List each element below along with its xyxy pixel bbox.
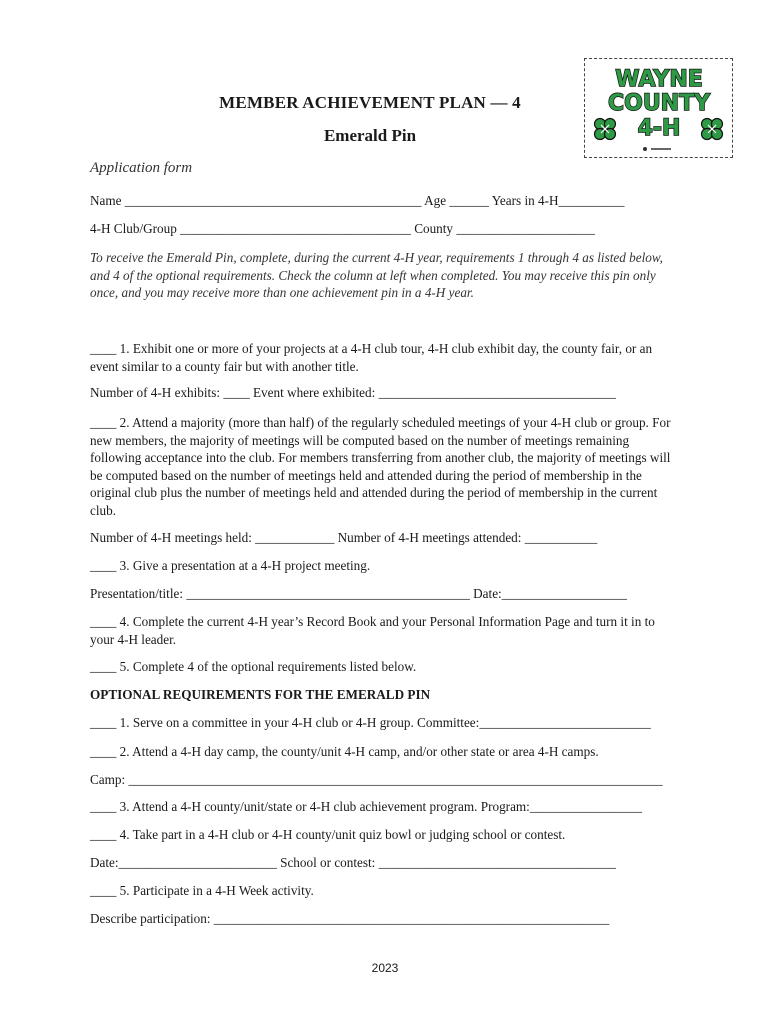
requirement-2[interactable]: ____ 2. Attend a majority (more than half) of the regularly scheduled meetings of your 4-H club or group. For new members, the majority of meetings will be computed based on the number of meetings remaining following acceptance into the club. For members transferring from another club, the majority of meetings will be computed based on the number of meetings held and attended during the period of membership in the original club plus the number of meetings held and attended during the period of membership in the current club.	[90, 415, 671, 518]
small-clover-mark-icon	[643, 147, 671, 151]
optional-requirement-2-camp-field-line[interactable]: Camp: _________________________________________________________________________________	[90, 772, 663, 787]
requirement-4[interactable]: ____ 4. Complete the current 4-H year’s Record Book and your Personal Information Page and turn it in to your 4-H leader.	[90, 614, 655, 647]
instructions-paragraph: To receive the Emerald Pin, complete, during the current 4-H year, requirements 1 through 4 as listed below, and 4 of the optional requirements. Check the column at left when completed. You may receive this pin only once, and you may receive more than one achievement pin in a 4-H year.	[90, 250, 663, 300]
optional-requirement-2[interactable]: ____ 2. Attend a 4-H day camp, the county/unit 4-H camp, and/or other state or area 4-H camps.	[90, 744, 599, 759]
page-title: MEMBER ACHIEVEMENT PLAN — 4	[219, 93, 521, 112]
application-form-label: Application form	[90, 160, 193, 176]
page-subtitle: Emerald Pin	[323, 126, 417, 145]
optional-requirement-4[interactable]: ____ 4. Take part in a 4-H club or 4-H county/unit quiz bowl or judging school or contest.	[90, 827, 566, 842]
optional-requirement-4-date-contest-field-line[interactable]: Date:________________________ School or contest: ____________________________________	[90, 855, 617, 870]
logo-text-wayne: WAYNE	[615, 67, 703, 92]
optional-requirement-5[interactable]: ____ 5. Participate in a 4-H Week activity.	[90, 883, 314, 898]
optional-requirements-heading: OPTIONAL REQUIREMENTS FOR THE EMERALD PIN	[90, 687, 431, 702]
requirement-3-presentation-field-line[interactable]: Presentation/title: ___________________________________________ Date:___________________	[90, 586, 627, 601]
club-county-field-line[interactable]: 4-H Club/Group ___________________________________ County _____________________	[90, 221, 595, 236]
logo-text-4h: 4-H	[637, 116, 681, 141]
clover-icon-right	[702, 119, 723, 140]
requirement-3[interactable]: ____ 3. Give a presentation at a 4-H project meeting.	[90, 558, 371, 573]
requirement-1-exhibits-field-line[interactable]: Number of 4-H exhibits: ____ Event where exhibited: ____________________________________	[90, 385, 616, 400]
requirement-2-meetings-field-line[interactable]: Number of 4-H meetings held: ____________ Number of 4-H meetings attended: ___________	[90, 530, 598, 545]
logo-text-county: COUNTY	[607, 91, 711, 116]
footer-year: 2023	[371, 961, 399, 975]
optional-requirement-3[interactable]: ____ 3. Attend a 4-H county/unit/state or 4-H club achievement program. Program:_________________	[90, 799, 642, 814]
name-age-years-field-line[interactable]: Name _____________________________________________ Age ______ Years in 4-H__________	[90, 193, 625, 208]
optional-requirement-5-describe-field-line[interactable]: Describe participation: ____________________________________________________________	[90, 911, 610, 926]
requirement-5[interactable]: ____ 5. Complete 4 of the optional requirements listed below.	[90, 659, 417, 674]
requirement-1[interactable]: ____ 1. Exhibit one or more of your projects at a 4-H club tour, 4-H club exhibit day, the county fair, or an event similar to a county fair but with another title.	[90, 341, 653, 374]
optional-requirement-1[interactable]: ____ 1. Serve on a committee in your 4-H club or 4-H group. Committee:__________________________	[90, 715, 651, 730]
